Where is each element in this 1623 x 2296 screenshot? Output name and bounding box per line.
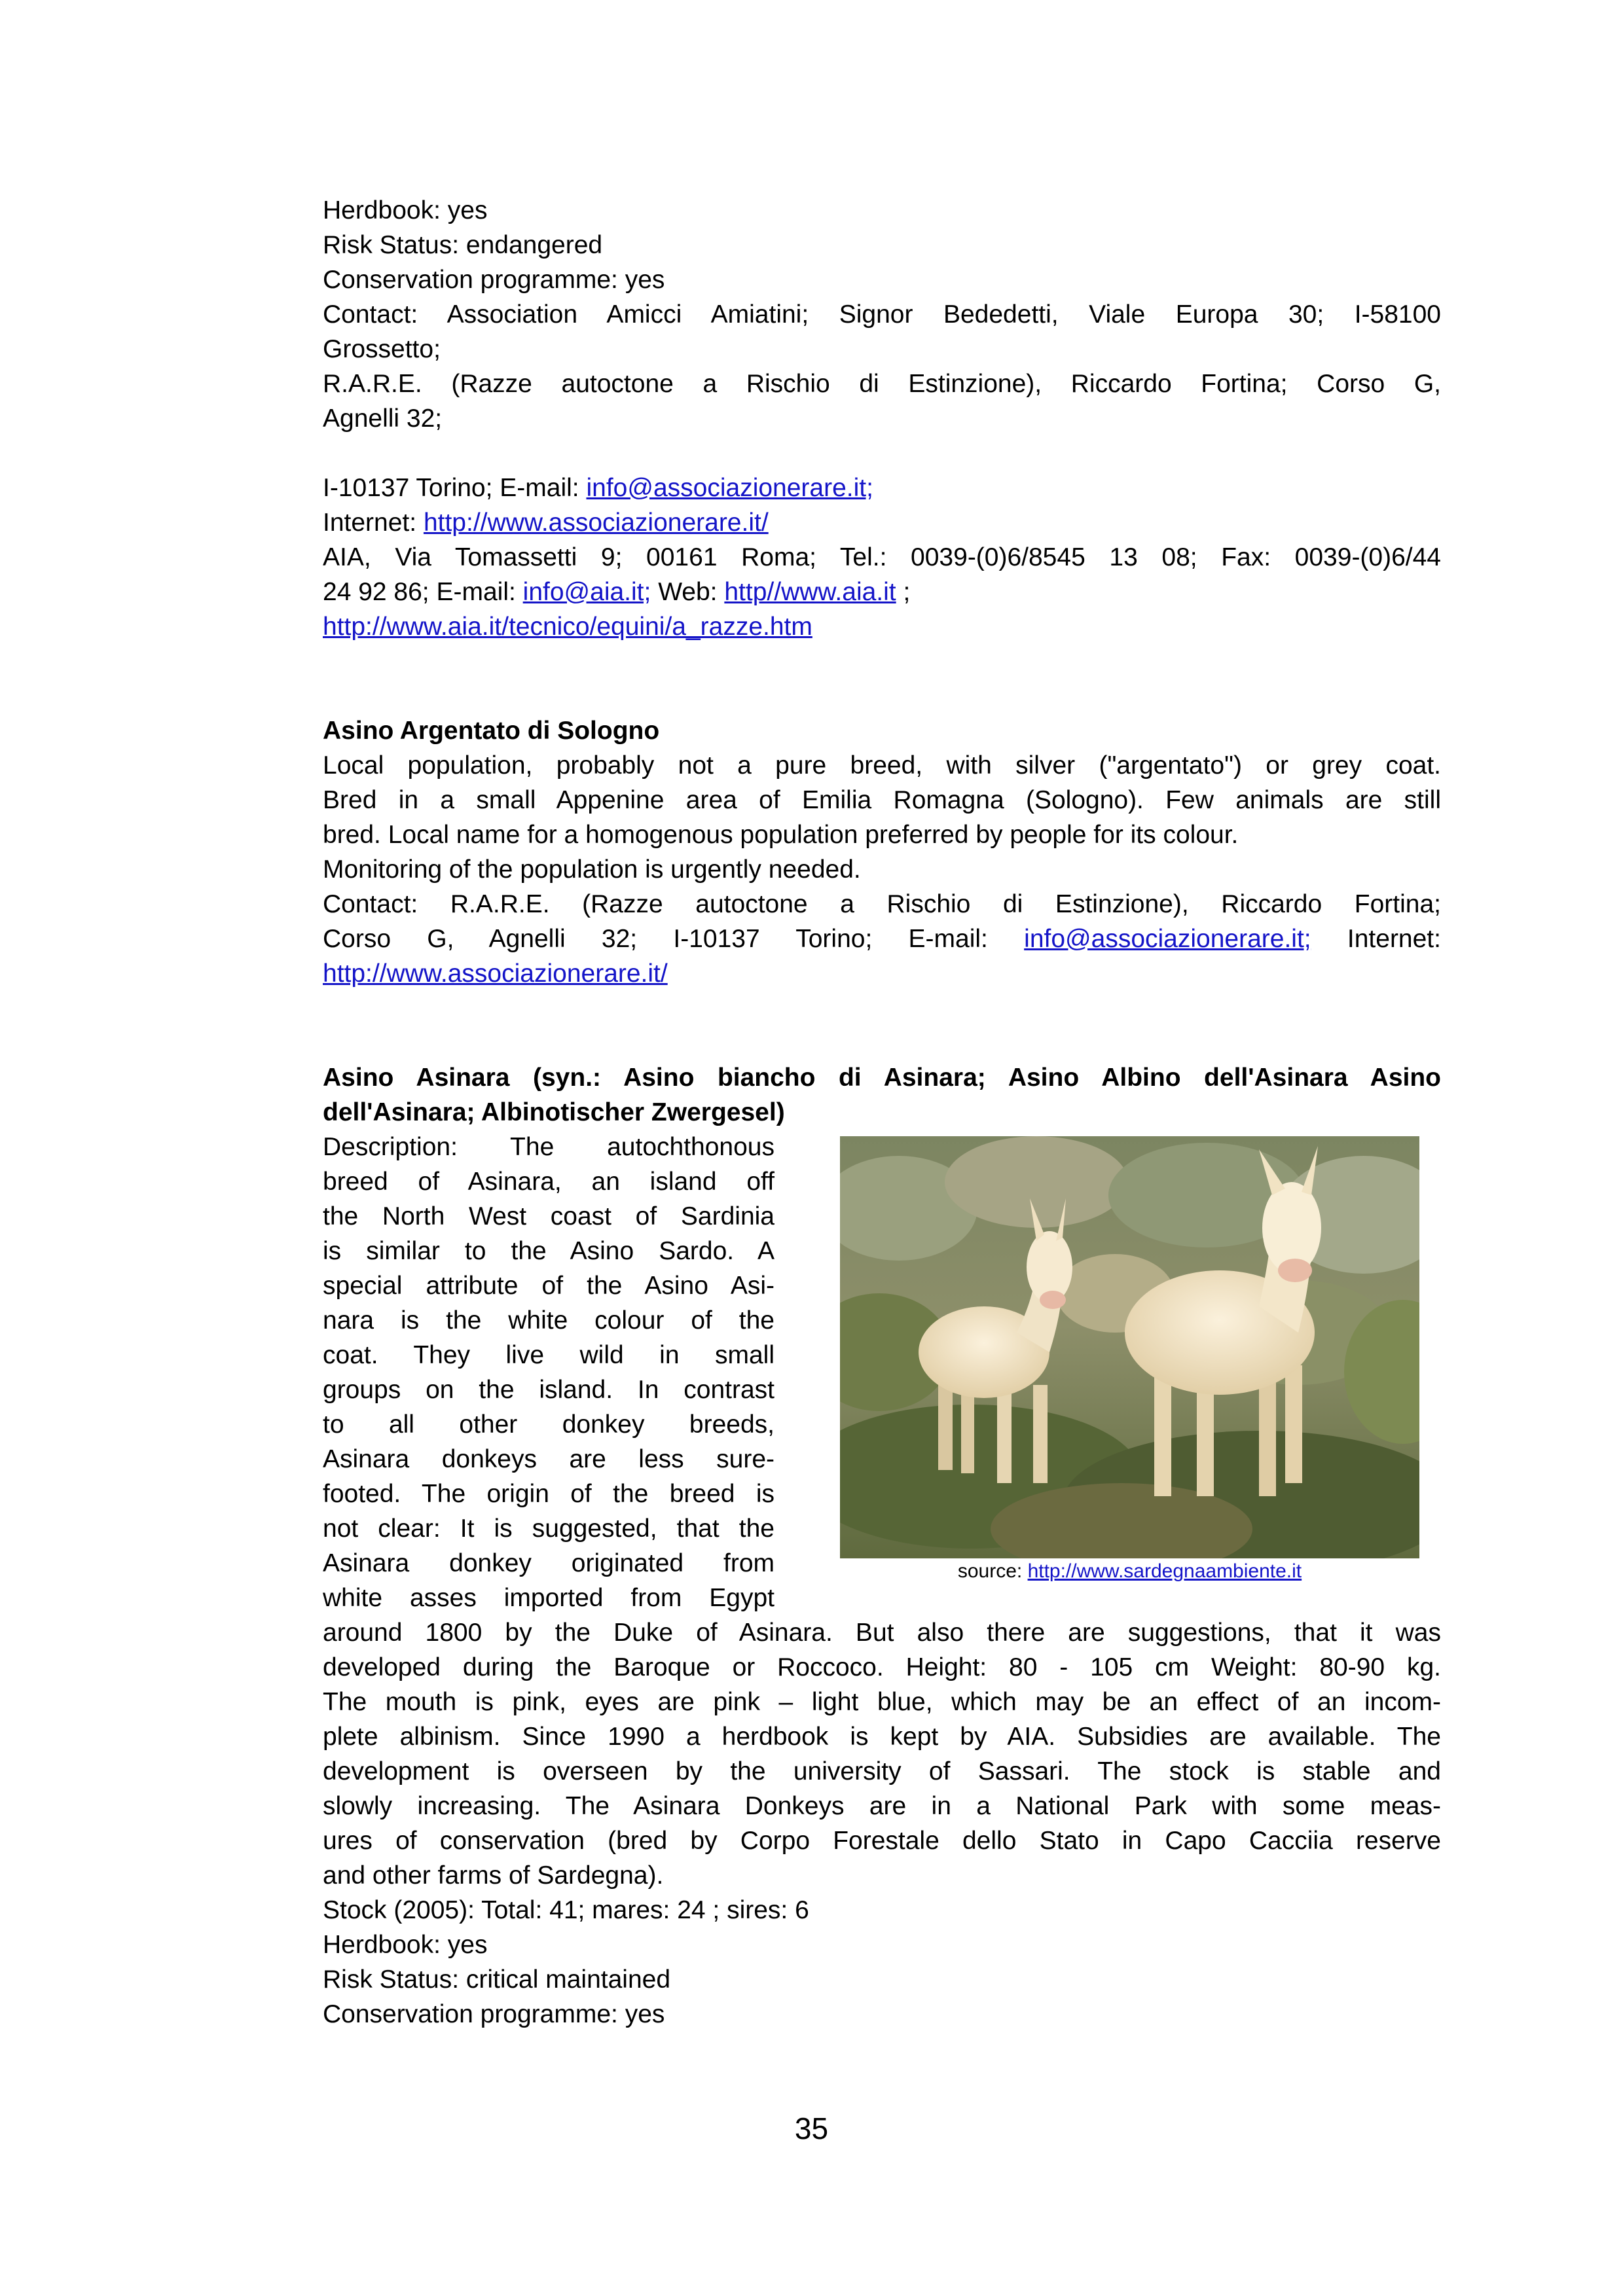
rare-line-2: Agnelli 32; [323,404,443,433]
photo-caption: source: http://www.sardegnaambiente.it [957,1560,1302,1582]
sologno-line-2: Bred in a small Appenine area of Emilia Romagna (Sologno). Few animals are still [323,786,1441,814]
aia-razze-line [323,609,1441,644]
desc-line: nara is the white colour of the [323,1306,775,1335]
contact-line-1: Contact: Association Amicci Amiatini; Signor Bededetti, Viale Europa 30; I-58100 [323,300,1441,329]
asinara-heading-line-1: Asino Asinara (syn.: Asino biancho di Asinara; Asino Albino dell'Asinara Asino [323,1064,1441,1092]
internet-line: Internet: http://www.associazionerare.it/ [323,509,769,537]
sologno-heading: Asino Argentato di Sologno [323,717,660,745]
sologno-url-line [323,956,1441,991]
sologno-section [323,713,1441,991]
desc-line: special attribute of the Asino Asi- [323,1272,775,1300]
desc-line: the North West coast of Sardinia [323,1202,775,1230]
document-page [323,193,1441,2032]
sologno-line-4: Monitoring of the population is urgently needed. [323,855,861,884]
email-link-aia[interactable]: info@aia.it; [522,578,651,606]
asinara-description-column [323,1130,775,1615]
white-donkeys-image [840,1136,1419,1558]
sologno-email-link[interactable]: info@associazionerare.it; [1024,925,1311,953]
sologno-contact-1: Contact: R.A.R.E. (Razze autoctone a Rischio di Estinzione), Riccardo Fortina; [323,890,1441,918]
desc-line: groups on the island. In contrast [323,1376,775,1404]
desc-line: Description: The autochthonous [323,1133,775,1161]
donkey-photo [840,1136,1419,1558]
sologno-url-link[interactable]: http://www.associazionerare.it/ [323,960,668,988]
conservation-line: Conservation programme: yes [323,266,665,294]
contact-line-2: Grossetto; [323,335,441,363]
desc-line: breed of Asinara, an island off [323,1168,775,1196]
torino-line: I-10137 Torino; E-mail: info@associazionerare.it; [323,474,873,502]
body-line: plete albinism. Since 1990 a herdbook is kept by AIA. Subsidies are available. The [323,1723,1441,1751]
body-line-last: and other farms of Sardegna). [323,1861,664,1890]
url-link-rare[interactable]: http://www.associazionerare.it/ [423,509,769,537]
asinara-section [323,1060,1441,2032]
desc-line: is similar to the Asino Sardo. A [323,1237,775,1265]
asinara-heading-line-2: dell'Asinara; Albinotischer Zwergesel) [323,1098,785,1126]
aia-line-2: 24 92 86; E-mail: info@aia.it; Web: http//www.aia.it ; [323,578,911,606]
stock-line: Stock (2005): Total: 41; mares: 24 ; sires: 6 [323,1896,809,1924]
sologno-line-3: bred. Local name for a homogenous population preferred by people for its colour. [323,821,1239,849]
asinara-conservation-line: Conservation programme: yes [323,2000,665,2028]
asinara-risk-line: Risk Status: critical maintained [323,1965,671,1994]
aia-line-1: AIA, Via Tomassetti 9; 00161 Roma; Tel.: 0039-(0)6/8545 13 08; Fax: 0039-(0)6/44 [323,543,1441,571]
body-line: developed during the Baroque or Roccoco. Height: 80 - 105 cm Weight: 80-90 kg. [323,1653,1441,1681]
caption-url-link[interactable]: http://www.sardegnaambiente.it [1027,1560,1302,1582]
body-line: development is overseen by the university of Sassari. The stock is stable and [323,1757,1441,1785]
desc-line: footed. The origin of the breed is [323,1480,775,1508]
url-link-aia[interactable]: http//www.aia.it [724,578,896,606]
body-line: ures of conservation (bred by Corpo Forestale dello Stato in Capo Cacciia reserve [323,1827,1441,1855]
page-number: 35 [794,2111,829,2145]
herdbook-line: Herdbook: yes [323,196,488,224]
url-link-aia-razze[interactable]: http://www.aia.it/tecnico/equini/a_razze.htm [323,613,812,641]
desc-line: Asinara donkeys are less sure- [323,1445,775,1473]
desc-line: to all other donkey breeds, [323,1410,775,1439]
desc-line: white asses imported from Egypt [323,1584,775,1612]
body-line: The mouth is pink, eyes are pink – light blue, which may be an effect of an incom- [323,1688,1441,1716]
body-line: slowly increasing. The Asinara Donkeys are in a National Park with some meas- [323,1792,1441,1820]
desc-line: Asinara donkey originated from [323,1549,775,1577]
sologno-line-1: Local population, probably not a pure breed, with silver ("argentato") or grey coat. [323,751,1441,780]
top-block [323,193,1441,644]
rare-line-1: R.A.R.E. (Razze autoctone a Rischio di Estinzione), Riccardo Fortina; Corso G, [323,370,1441,398]
asinara-herdbook-line: Herdbook: yes [323,1931,488,1959]
risk-status-line: Risk Status: endangered [323,231,603,259]
desc-line: coat. They live wild in small [323,1341,775,1369]
asinara-figure-block [323,1130,1441,1615]
email-link-rare[interactable]: info@associazionerare.it; [586,474,873,502]
sologno-contact-2: Corso G, Agnelli 32; I-10137 Torino; E-mail: info@associazionerare.it; Internet: [323,925,1441,953]
desc-line: not clear: It is suggested, that the [323,1515,775,1543]
body-line: around 1800 by the Duke of Asinara. But also there are suggestions, that it was [323,1619,1441,1647]
